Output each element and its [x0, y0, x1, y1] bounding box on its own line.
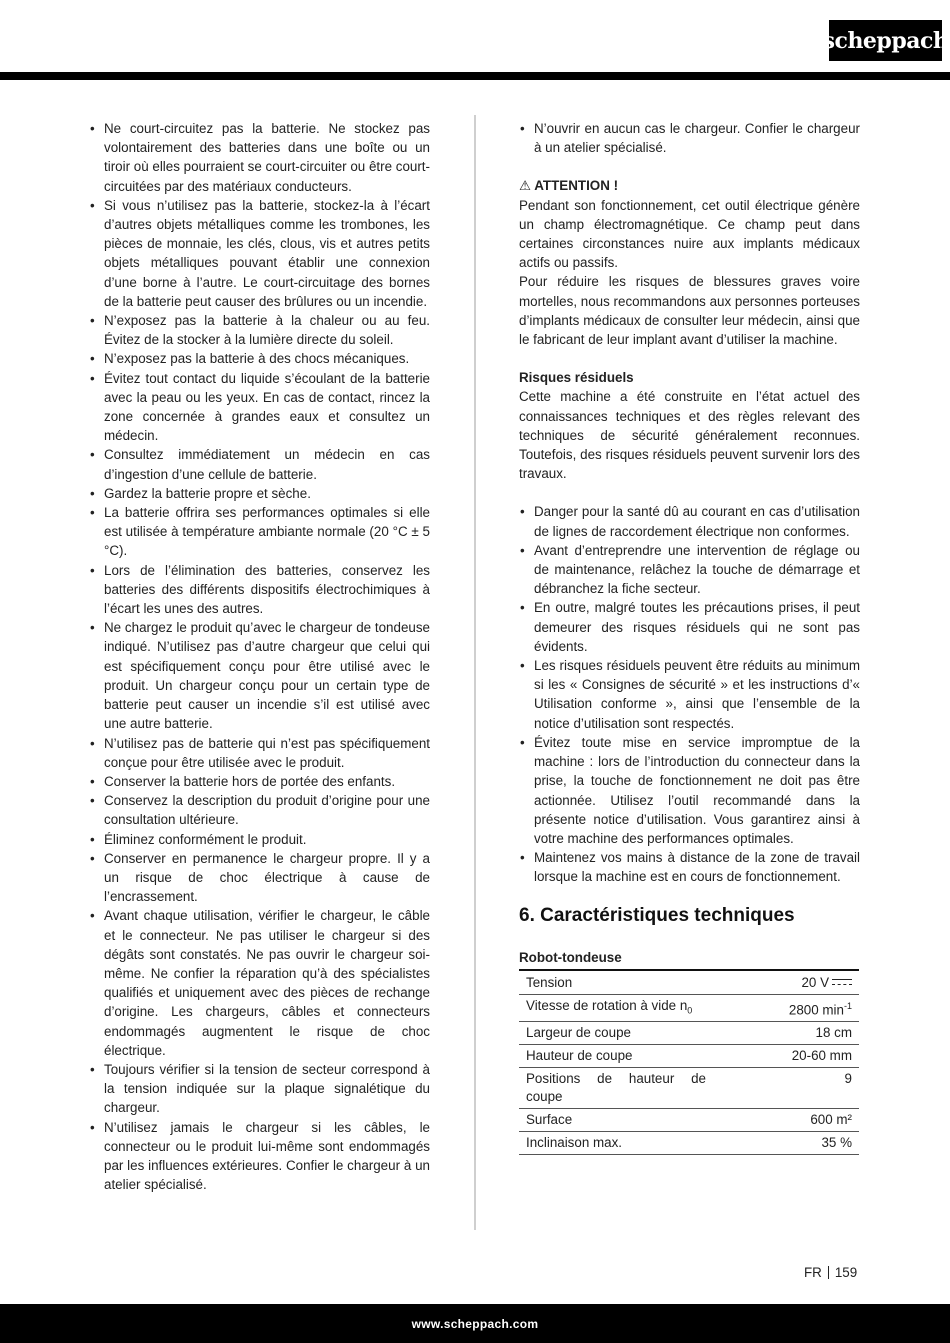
column-divider — [474, 115, 476, 1230]
attention-title: ATTENTION ! — [534, 178, 619, 194]
direct-current-icon — [832, 978, 852, 988]
table-row — [519, 970, 859, 995]
residual-risks-intro: Cette machine a été construite en l’état actuel des connaissances techniques et des règles relevant des techniques de sécurité généralement reconnues. Toutefois, des risques résiduels peuvent survenir lors des travaux. — [519, 389, 860, 482]
list-item: • En outre, malgré toutes les précautions prises, il peut demeurer des risques résiduels qui ne sont pas évidents. — [519, 598, 860, 656]
list-item: • Maintenez vos mains à distance de la zone de travail lorsque la machine est en cours de fonctionnement. — [519, 848, 860, 886]
spec-label: Tension — [519, 970, 713, 995]
list-item: • Les risques résiduels peuvent être réduits au minimum si les « Consignes de sécurité » et les instructions d’« Utilisation conforme », ainsi que l’ensemble de la notice d’utilisation sont respectés. — [519, 656, 860, 733]
list-item: • N’ouvrir en aucun cas le chargeur. Confier le chargeur à un atelier spécialisé. — [519, 119, 860, 157]
table-caption: Robot-tondeuse — [519, 949, 622, 965]
left-column — [89, 119, 430, 1194]
list-item: • La batterie offrira ses performances optimales si elle est utilisée à température ambiante normale (20 °C ± 5 °C). — [89, 503, 430, 561]
right-column — [519, 119, 860, 1155]
list-item: • Gardez la batterie propre et sèche. — [89, 484, 430, 503]
spec-label: Vitesse de rotation à vide $n_0$ — [519, 994, 713, 1022]
footer-url[interactable]: www.scheppach.com — [411, 1316, 539, 1331]
attention-heading — [519, 176, 860, 195]
list-item: • Ne court-circuitez pas la batterie. Ne stockez pas volontairement des batteries dans une boîte ou un tiroir où elles pourraient se court-circuiter ou être court-circuitées par des matériaux conducteurs. — [89, 119, 430, 196]
spec-value: 35 % — [713, 1132, 859, 1155]
list-item: • Lors de l’élimination des batteries, conservez les batteries des différents dispositifs électrochimiques à l’écart les unes des autres. — [89, 561, 430, 619]
list-item: • Ne chargez le produit qu’avec le chargeur de tondeuse indiqué. N’utilisez pas d’autre chargeur que celui qui est spécifiquement conçu pour être utilisé avec le produit. Un chargeur conçu pour un certain type de batterie peut causer un incendie s’il est utilisé avec une autre batterie. — [89, 618, 430, 733]
attention-paragraph: Pendant son fonctionnement, cet outil électrique génère un champ électromagnétique. Ce champ peut dans certaines circonstances nuire aux implants médicaux actifs ou passifs. — [519, 197, 860, 271]
spec-value: 18 cm — [713, 1022, 859, 1045]
spec-value: 20 V — [713, 970, 859, 995]
list-item: • Avant d’entreprendre une intervention de réglage ou de maintenance, relâchez la touche de démarrage et débranchez la fiche secteur. — [519, 541, 860, 599]
footer-bar — [0, 1304, 950, 1343]
spec-value: 600 m² — [713, 1109, 859, 1132]
charger-list — [519, 119, 860, 157]
list-item: • N’exposez pas la batterie à la chaleur ou au feu. Évitez de la stocker à la lumière directe du soleil. — [89, 311, 430, 349]
scheppach-logo: scheppach — [829, 20, 942, 61]
spec-label: Inclinaison max. — [519, 1132, 713, 1155]
table-row — [519, 1045, 859, 1068]
spec-label: Positions de hauteur de coupe — [519, 1068, 713, 1109]
spec-label: Hauteur de coupe — [519, 1045, 713, 1068]
spec-value: 9 — [713, 1068, 859, 1109]
table-row — [519, 1132, 859, 1155]
table-row — [519, 994, 859, 1022]
attention-paragraph: Pour réduire les risques de blessures graves voire mortelles, nous recommandons aux personnes porteuses d’implants médicaux de consulter leur médecin, ainsi que le fabricant de leur implant avant d’utiliser la machine. — [519, 274, 860, 348]
table-row — [519, 1068, 859, 1109]
list-item: • Éliminez conformément le produit. — [89, 830, 430, 849]
spec-label: Surface — [519, 1109, 713, 1132]
list-item: • N’utilisez jamais le chargeur si les câbles, le connecteur ou le produit lui-même sont endommagés par les influences extérieures. Confier le chargeur à un atelier spécialisé. — [89, 1118, 430, 1195]
table-row — [519, 1022, 859, 1045]
list-item: • Conservez la description du produit d’origine pour une consultation ultérieure. — [89, 791, 430, 829]
list-item: • N’exposez pas la batterie à des chocs mécaniques. — [89, 349, 430, 368]
residual-risks-heading: Risques résiduels — [519, 370, 634, 386]
list-item: • Conserver en permanence le chargeur propre. Il y a un risque de choc électrique à cause de l’encrassement. — [89, 849, 430, 907]
list-item: • Avant chaque utilisation, vérifier le chargeur, le câble et le connecteur. Ne pas utiliser le chargeur si des dégâts sont constatés. Ne pas ouvrir le chargeur soi-même. Ne confier la réparation qu’à des spécialistes qualifiés et uniquement avec des pièces de rechange d’origine. Les chargeurs, câbles et connecteurs endommagés augmentent le risque de choc électrique. — [89, 906, 430, 1060]
battery-safety-list — [89, 119, 430, 1194]
header-rule — [0, 72, 950, 80]
warning-icon: ⚠ — [519, 178, 532, 194]
specs-table — [519, 969, 859, 1156]
page-number: FR 159 — [804, 1265, 858, 1280]
section-title: 6. Caractéristiques techniques — [519, 904, 795, 926]
list-item: • Conserver la batterie hors de portée des enfants. — [89, 772, 430, 791]
list-item: • Évitez tout contact du liquide s’écoulant de la batterie avec la peau ou les yeux. En cas de contact, rincez la zone concernée à grandes eaux et consultez un médecin. — [89, 369, 430, 446]
list-item: • Consultez immédiatement un médecin en cas d’ingestion d’une cellule de batterie. — [89, 445, 430, 483]
spec-label: Largeur de coupe — [519, 1022, 713, 1045]
list-item: • Danger pour la santé dû au courant en cas d’utilisation de lignes de raccordement électrique non conformes. — [519, 502, 860, 540]
spec-value: 20-60 mm — [713, 1045, 859, 1068]
list-item: • Toujours vérifier si la tension de secteur correspond à la tension indiquée sur la plaque signalétique du chargeur. — [89, 1060, 430, 1118]
list-item: • Évitez toute mise en service impromptue de la machine : lors de l’introduction du connecteur dans la prise, la touche de fonctionnement ne doit pas être actionnée. Utilisez l’outil recommandé dans la présente notice d’utilisation. Vous garantirez ainsi à votre machine des performances optimales. — [519, 733, 860, 848]
list-item: • N’utilisez pas de batterie qui n’est pas spécifiquement conçue pour être utilisée avec le produit. — [89, 734, 430, 772]
table-row — [519, 1109, 859, 1132]
list-item: • Si vous n’utilisez pas la batterie, stockez-la à l’écart d’autres objets métalliques comme les trombones, les pièces de monnaie, les clés, clous, vis et autres petits objets métalliques pouvant établir une connexion d’une borne à l’autre. Le court-circuitage des bornes de la batterie peut causer des brûlures ou un incendie. — [89, 196, 430, 311]
spec-value: 2800 $\min^{-1}$ — [713, 994, 859, 1022]
residual-risks-list — [519, 502, 860, 886]
